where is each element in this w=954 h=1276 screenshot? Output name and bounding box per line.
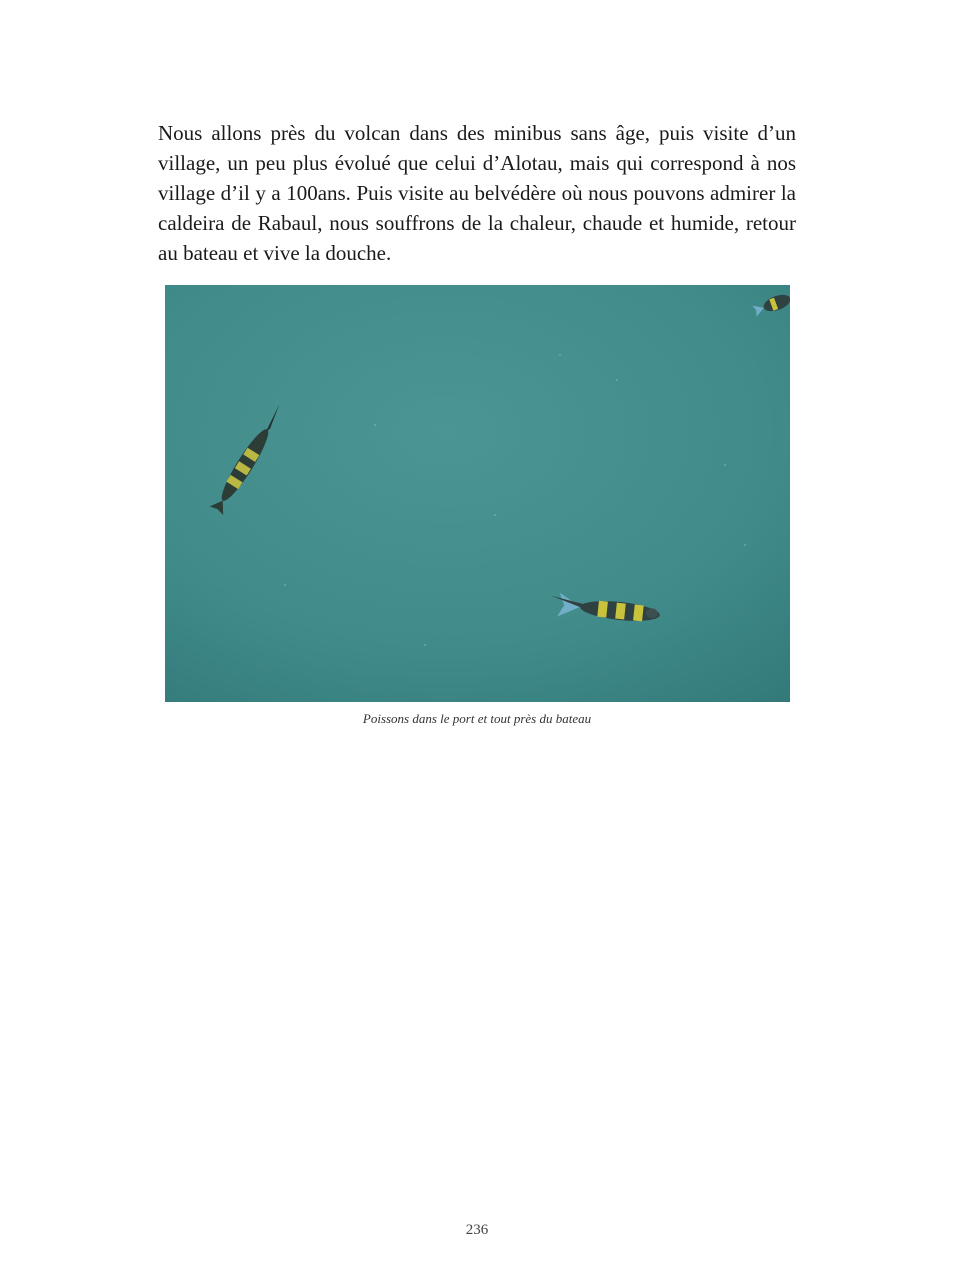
fish-photo	[165, 285, 790, 702]
figure-caption: Poissons dans le port et tout près du bateau	[362, 711, 592, 726]
water-background	[165, 285, 790, 702]
page-number: 236	[465, 1222, 489, 1238]
body-paragraph: Nous allons près du volcan dans des minibus sans âge, puis visite d’un village, un peu plus évolué que celui d’Alotau, mais qui correspond à nos village d’il y a 100ans. Puis visite au belvédère où nous pouvons admirer la caldeira de Rabaul, nous souffrons de la chaleur, chaude et humide, retour au bateau et vive la douche.	[158, 121, 796, 265]
